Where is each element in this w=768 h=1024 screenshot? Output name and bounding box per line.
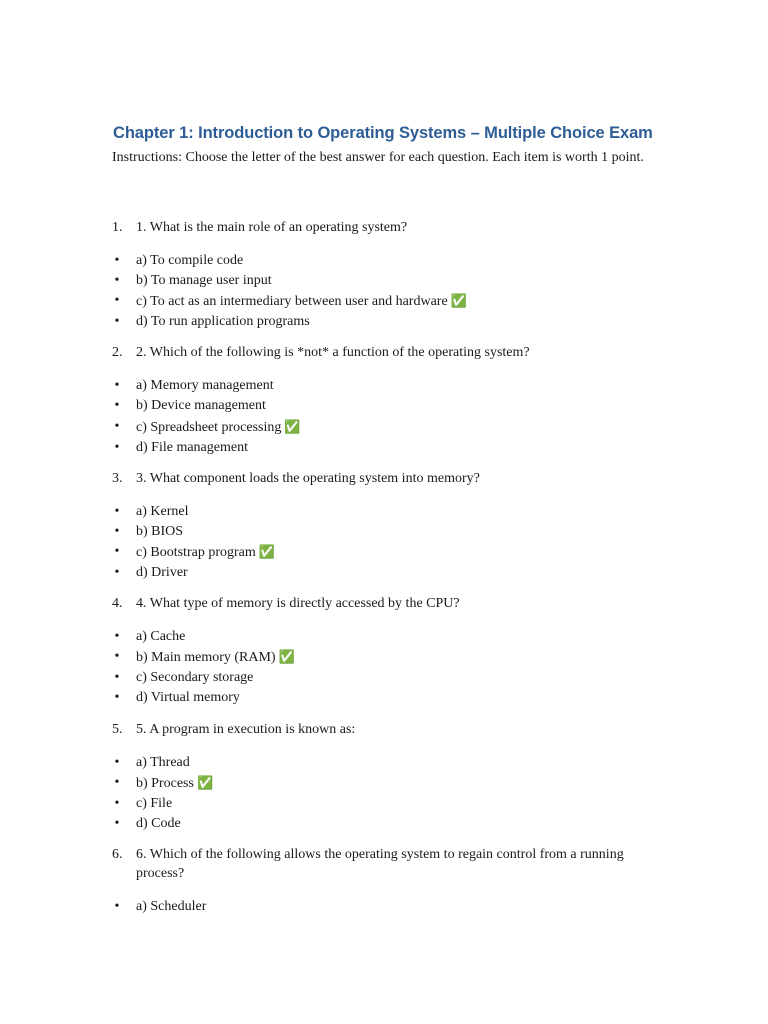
question-item	[112, 720, 652, 834]
question-text: 1. What is the main role of an operating system?	[136, 220, 408, 235]
check-mark-icon: ✅	[450, 293, 467, 309]
question-text: 3. What component loads the operating system into memory?	[136, 470, 480, 486]
answer-option	[112, 271, 652, 291]
option-label: c) Secondary storage	[136, 670, 254, 686]
answer-option	[112, 794, 652, 814]
answer-option	[112, 291, 652, 312]
check-mark-icon: ✅	[258, 543, 275, 559]
question-item	[112, 845, 652, 917]
question-line	[112, 218, 652, 237]
answer-option	[112, 542, 652, 563]
bullet-icon: •	[114, 439, 120, 455]
answer-option	[112, 647, 652, 668]
question-item	[112, 218, 652, 332]
answer-option	[112, 627, 652, 647]
question-item	[112, 469, 652, 583]
check-mark-icon: ✅	[284, 418, 301, 434]
option-label: a) Memory management	[136, 378, 274, 394]
answer-option	[112, 396, 652, 416]
question-line	[112, 469, 652, 488]
option-label: a) Kernel	[136, 503, 189, 519]
bullet-icon: •	[114, 378, 120, 394]
answer-option	[112, 688, 652, 708]
answer-option	[112, 753, 652, 773]
option-label: d) To run application programs	[136, 314, 310, 330]
question-number: 4.	[112, 596, 123, 612]
question-text: 5. A program in execution is known as:	[136, 721, 356, 737]
option-label: d) Virtual memory	[136, 690, 240, 706]
bullet-icon: •	[114, 690, 120, 706]
answer-option	[112, 668, 652, 688]
question-line	[112, 594, 652, 613]
bullet-icon: •	[114, 898, 120, 914]
bullet-icon: •	[114, 523, 120, 539]
check-mark-icon: ✅	[278, 649, 295, 665]
question-number: 1.	[112, 220, 123, 235]
option-label: b) To manage user input	[136, 273, 272, 289]
answer-option	[112, 251, 652, 271]
question-item	[112, 343, 652, 457]
question-line	[112, 343, 652, 362]
answer-option	[112, 312, 652, 332]
option-label: c) Spreadsheet processing	[136, 419, 282, 435]
option-label: b) Main memory (RAM)	[136, 650, 276, 666]
option-label: d) Driver	[136, 565, 188, 581]
question-item	[112, 594, 652, 708]
option-list	[112, 627, 652, 708]
bullet-icon: •	[114, 629, 120, 645]
bullet-icon: •	[114, 253, 120, 268]
bullet-icon: •	[114, 273, 120, 289]
bullet-icon: •	[114, 293, 120, 309]
bullet-icon: •	[114, 314, 120, 330]
option-label: d) File management	[136, 439, 248, 455]
option-label: d) Code	[136, 815, 181, 831]
option-label: a) Cache	[136, 629, 186, 645]
bullet-icon: •	[114, 754, 120, 770]
answer-option	[112, 417, 652, 438]
question-text: 6. Which of the following allows the operating system to regain control from a running process?	[136, 846, 624, 881]
option-label: c) File	[136, 795, 173, 811]
bullet-icon: •	[114, 815, 120, 831]
exam-title: Chapter 1: Introduction to Operating Systems – Multiple Choice Exam	[113, 124, 653, 142]
bullet-icon: •	[114, 503, 120, 519]
option-label: b) Process	[136, 775, 194, 791]
bullet-icon: •	[114, 565, 120, 581]
option-label: a) To compile code	[136, 253, 244, 268]
question-list	[112, 218, 652, 928]
answer-option	[112, 897, 652, 917]
question-number: 6.	[112, 846, 123, 862]
answer-option	[112, 438, 652, 458]
bullet-icon: •	[114, 670, 120, 686]
option-list	[112, 897, 652, 917]
question-number: 5.	[112, 721, 123, 737]
question-text: 2. Which of the following is *not* a function of the operating system?	[136, 345, 530, 361]
bullet-icon: •	[114, 795, 120, 811]
exam-instructions: Instructions: Choose the letter of the best answer for each question. Each item is worth 1 point.	[112, 150, 644, 165]
bullet-icon: •	[114, 418, 120, 434]
option-label: c) Bootstrap program	[136, 544, 256, 560]
answer-option	[112, 563, 652, 583]
bullet-icon: •	[114, 774, 120, 790]
bullet-icon: •	[114, 543, 120, 559]
answer-option	[112, 773, 652, 794]
option-label: b) Device management	[136, 398, 266, 414]
question-number: 2.	[112, 345, 123, 361]
question-text: 4. What type of memory is directly accessed by the CPU?	[136, 596, 460, 612]
bullet-icon: •	[114, 649, 120, 665]
option-label: a) Scheduler	[136, 898, 207, 914]
option-list	[112, 502, 652, 583]
answer-option	[112, 376, 652, 396]
option-list	[112, 753, 652, 834]
answer-option	[112, 522, 652, 542]
question-line	[112, 845, 652, 883]
answer-option	[112, 814, 652, 834]
option-label: c) To act as an intermediary between user and hardware	[136, 294, 448, 310]
option-list	[112, 251, 652, 332]
question-number: 3.	[112, 470, 123, 486]
bullet-icon: •	[114, 398, 120, 414]
option-label: a) Thread	[136, 754, 190, 770]
option-label: b) BIOS	[136, 523, 184, 539]
check-mark-icon: ✅	[196, 774, 214, 790]
answer-option	[112, 502, 652, 522]
question-line	[112, 720, 652, 739]
option-list	[112, 376, 652, 457]
